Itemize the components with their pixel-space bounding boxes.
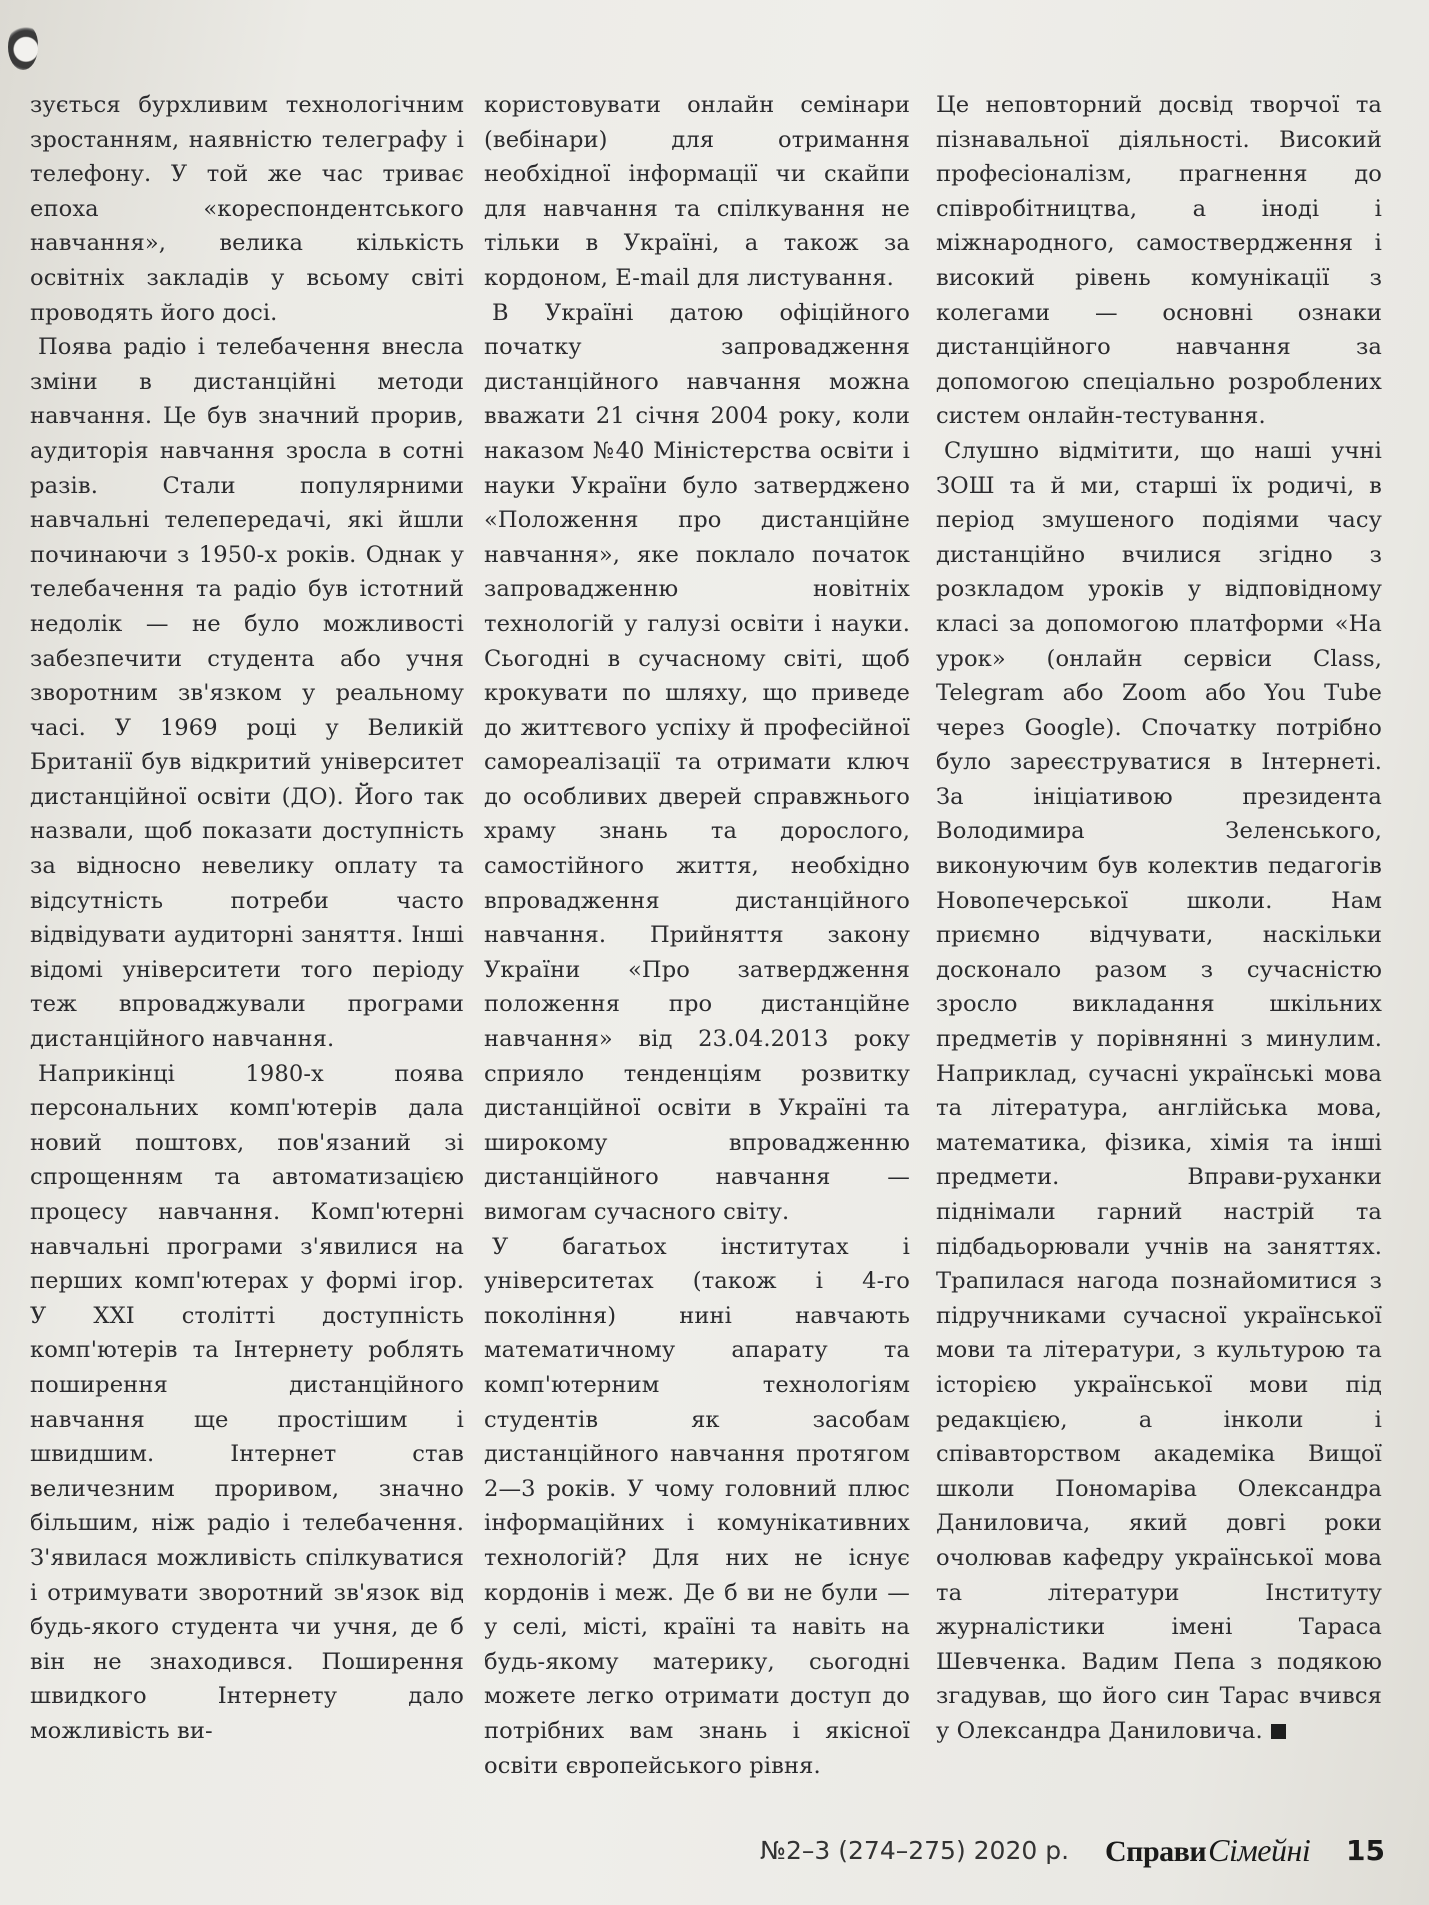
paragraph: Це неповторний досвід творчої та пізнавальної діяльності. Високий професіоналізм, прагнення до співробітництва, а іноді і міжнародного, самоствердження і високий рівень комунікації з колегами — основні ознаки дистанційного навчання за допомогою спеціально розроблених систем онлайн-тестування. (936, 92, 1382, 430)
text-column-3 (936, 88, 1382, 1749)
paragraph: користовувати онлайн семінари (вебінари) для отримання необхідної інформації чи скайпи для навчання та спілкування не тільки в Україні, а також за кордоном, E-mail для листування. (484, 92, 910, 291)
text-column-2 (484, 88, 910, 1783)
punch-hole (8, 24, 38, 70)
paragraph: Наприкінці 1980-х поява персональних комп'ютерів дала новий поштовх, пов'язаний зі спрощенням та автоматизацією процесу навчання. Комп'ютерні навчальні програми з'явилися на перших комп'ютерах у формі ігор. У XXI столітті доступність комп'ютерів та Інтернету роблять поширення дистанційного навчання ще простішим і швидшим. Інтернет став величезним проривом, значно більшим, ніж радіо і телебачення. З'явилася можливість спілкуватися і отримувати зворотний зв'язок від будь-якого студента чи учня, де б він не знаходився. Поширення швидкого Інтернету дало можливість ви- (30, 1060, 464, 1744)
paragraph: Поява радіо і телебачення внесла зміни в дистанційні методи навчання. Це був значний прорив, аудиторія навчання зросла в сотні разів. Стали популярними навчальні телепередачі, які йшли починаючи з 1950-х років. Однак у телебачення та радіо був істотний недолік — не було можливості забезпечити студента або учня зворотним зв'язком у реальному часі. У 1969 році у Великій Британії був відкритий університет дистанційної освіти (ДО). Його так назвали, щоб показати доступність за відносно невелику оплату та відсутність потреби часто відвідувати аудиторні заняття. Інші відомі університети того періоду теж впроваджували програми дистанційного навчання. (30, 334, 464, 1053)
logo-script-text: Сімейні (1208, 1832, 1311, 1868)
page-number: 15 (1346, 1834, 1385, 1867)
paragraph: зується бурхливим технологічним зростанням, наявністю телеграфу і телефону. У той же час триває епоха «кореспондентського навчання», велика кількість освітніх закладів у всьому світі проводять його досі. (30, 92, 464, 326)
paragraph: В Україні датою офіційного початку запровадження дистанційного навчання можна вважати 21 січня 2004 року, коли наказом №40 Міністерства освіти і науки України було затверджено «Положення про дистанційне навчання», яке поклало початок запровадженню новітніх технологій у галузі освіти і науки. Сьогодні в сучасному світі, щоб крокувати по шляху, що приведе до життєвого успіху й професійної самореалізації та отримати ключ до особливих дверей справжнього храму знань та дорослого, самостійного життя, необхідно впровадження дистанційного навчання. Прийняття закону України «Про затвердження положення про дистанційне навчання» від 23.04.2013 року сприяло тенденціям розвитку дистанційної освіти в Україні та широкому впровадженню дистанційного навчання — вимогам сучасного світу. (484, 299, 910, 1225)
paragraph-text: Слушно відмітити, що наші учні ЗОШ та й ми, старші їх родичі, в період змушеного подіями часу дистанційно вчилися згідно з розкладом уроків у відповідному класі за допомогою платформи «На урок» (онлайн сервіси Class, Telegram або Zoom або You Tube через Google). Спочатку потрібно було зареєструватися в Інтернеті. За ініціативою президента Володимира Зеленського, виконуючим був колектив педагогів Новопечерської школи. Нам приємно відчувати, наскільки досконало разом з сучасністю зросло викладання шкільних предметів у порівнянні з минулим. Наприклад, сучасні українські мова та література, англійська мова, математика, фізика, хімія та інші предмети. Вправи-руханки піднімали гарний настрій та підбадьорювали учнів на заняттях. Трапилася нагода познайомитися з підручниками сучасної української мови та літератури, з культурою та історією української мови під редакцією, а інколи і співавторством академіка Вищої школи Пономаріва Олександра Даниловича, який довгі роки очолював кафедру української мова та літератури Інституту журналістики імені Тараса Шевченка. Вадим Пепа з подякою згадував, що його син Тарас вчився у Олександра Даниловича. (936, 437, 1382, 1744)
logo-main-text: Справи (1105, 1835, 1207, 1868)
magazine-logo (1105, 1832, 1310, 1869)
page-footer (0, 1832, 1429, 1876)
end-of-article-icon (1271, 1724, 1286, 1739)
issue-number: №2–3 (274–275) 2020 р. (760, 1836, 1070, 1865)
paragraph-last (936, 434, 1382, 1749)
paragraph: У багатьох інститутах і університетах (також і 4-го покоління) нині навчають математичному апарату та комп'ютерним технологіям студентів як засобам дистанційного навчання протягом 2—3 років. У чому головний плюс інформаційних і комунікативних технологій? Для них не існує кордонів і меж. Де б ви не були — у селі, місті, країні та навіть на будь-якому материку, сьогодні можете легко отримати доступ до потрібних вам знань і якісної освіти європейського рівня. (484, 1233, 910, 1779)
text-column-1 (30, 88, 464, 1749)
